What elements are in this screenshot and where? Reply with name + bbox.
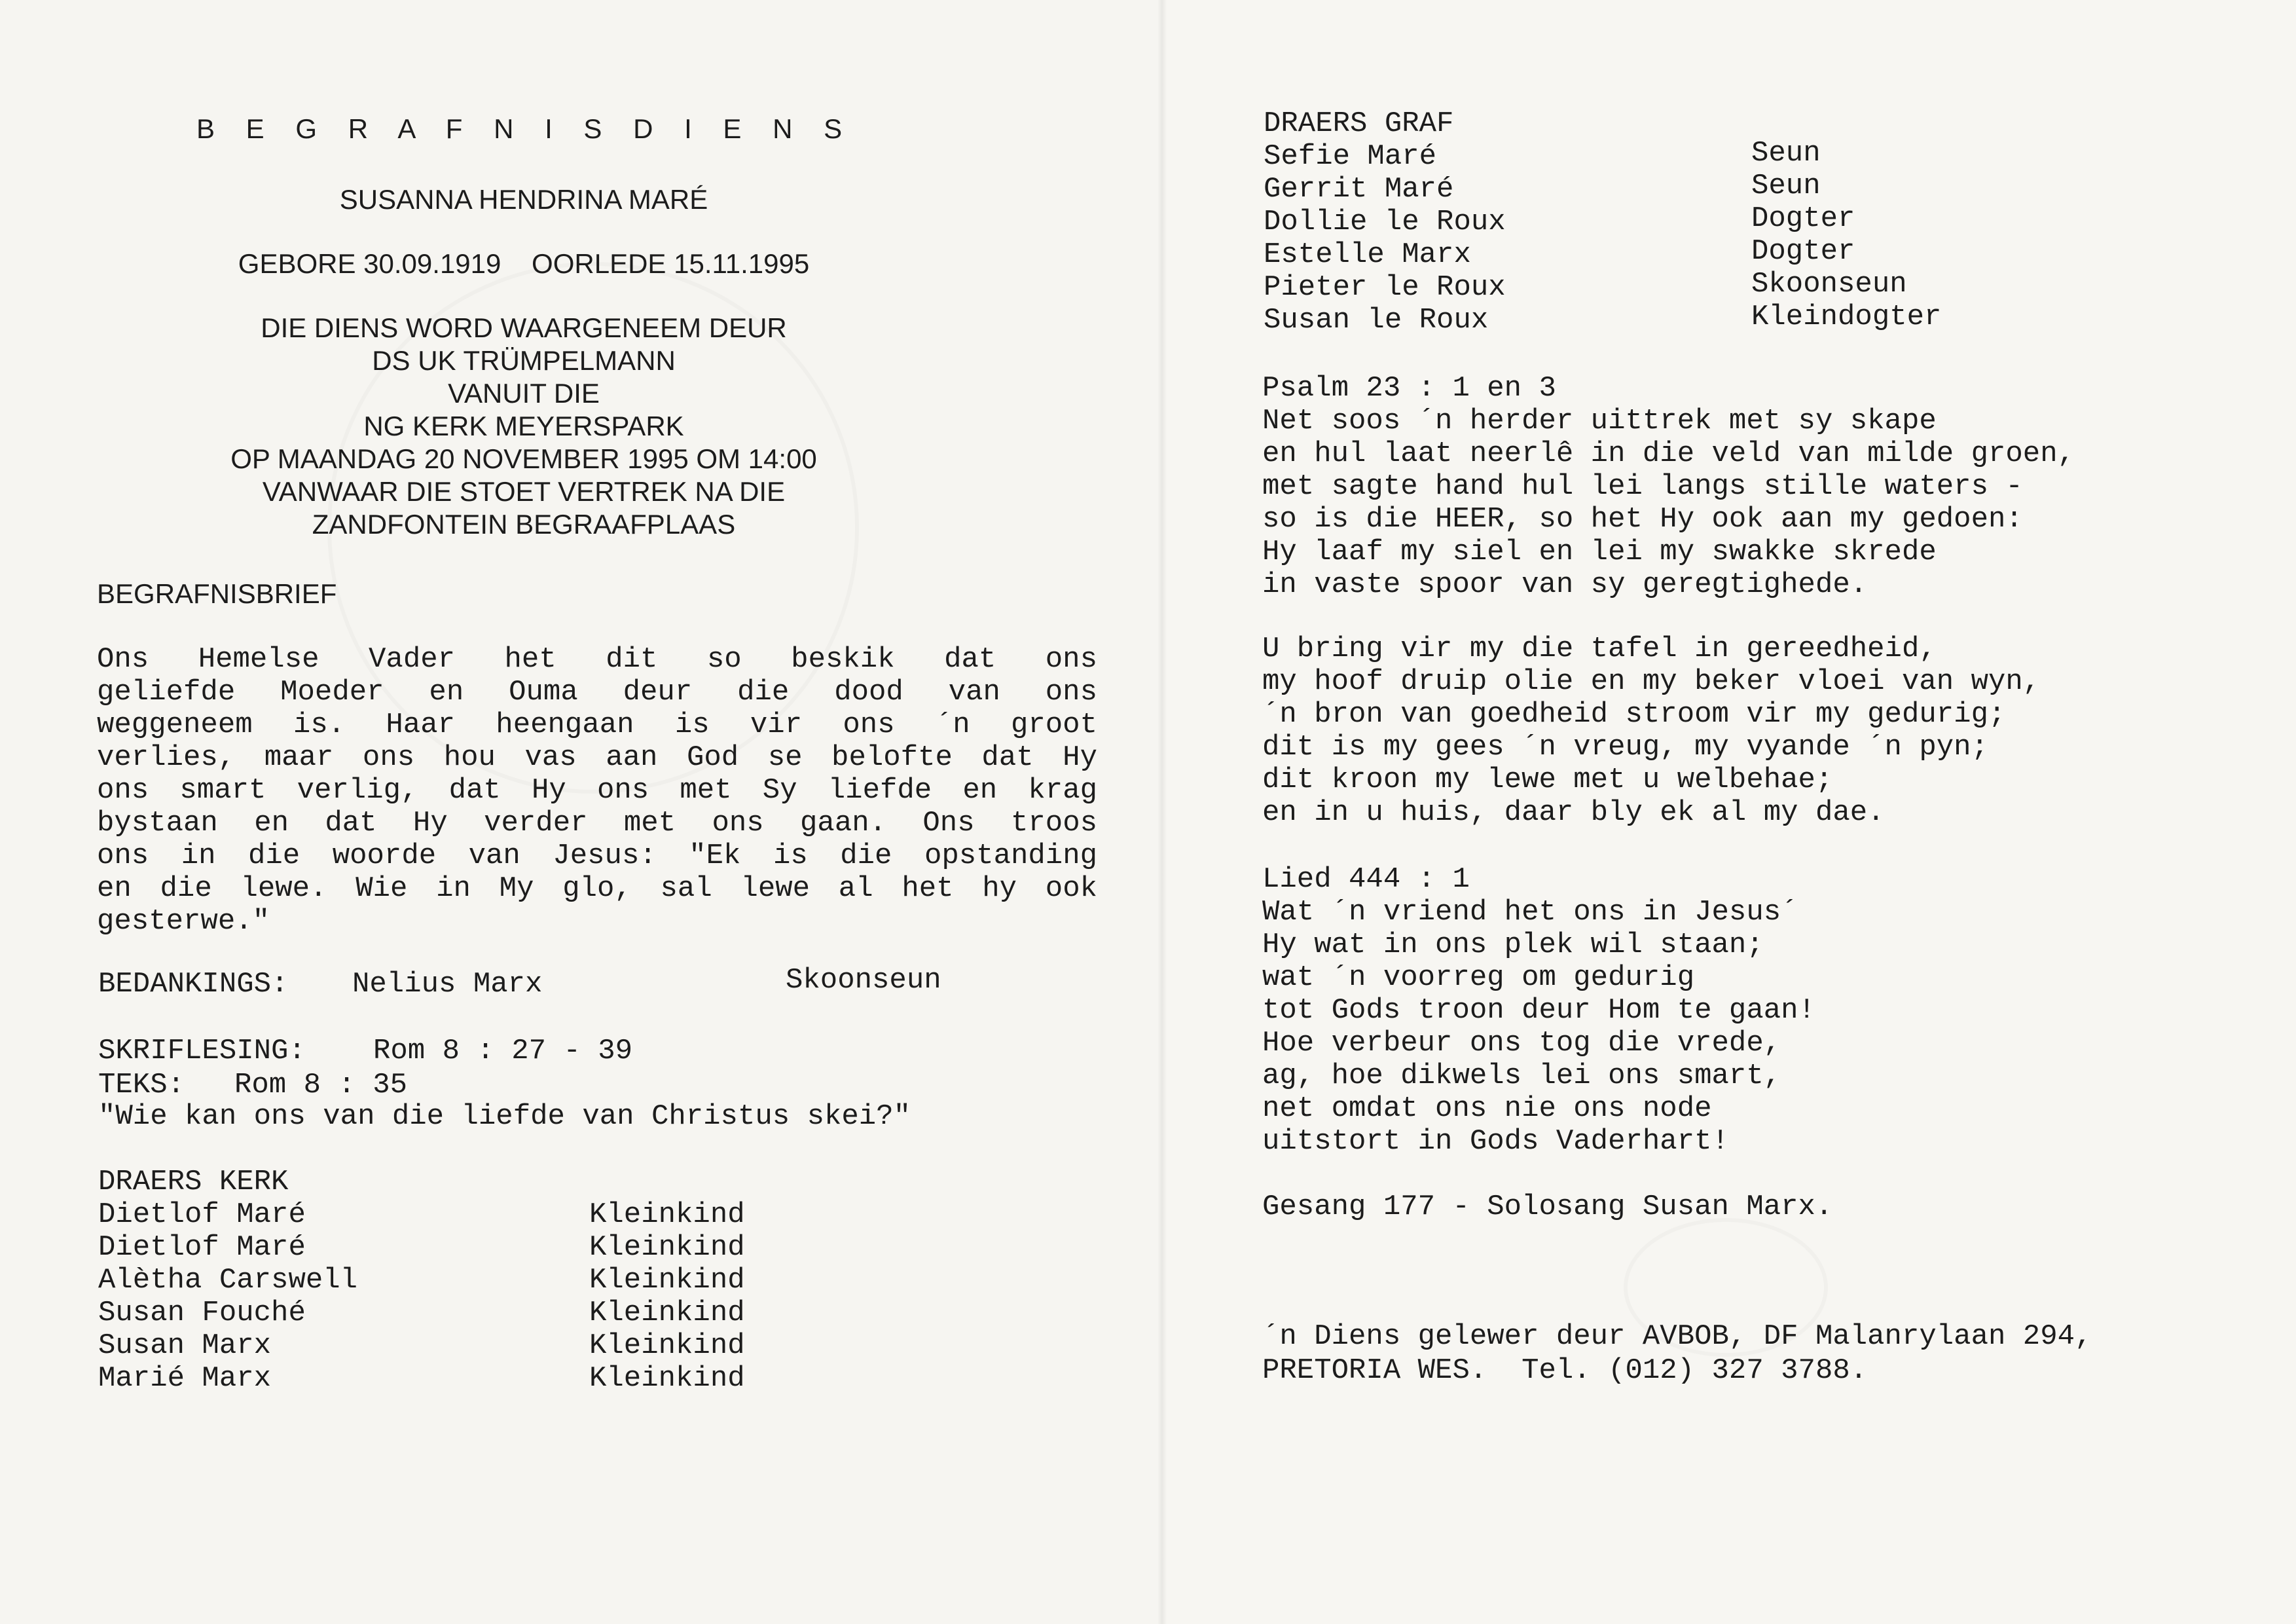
psalm-line: dit kroon my lewe met u welbehae; (1262, 764, 1833, 796)
bearer-name: Gerrit Maré (1264, 173, 1454, 206)
hymn-line: tot Gods troon deur Hom te gaan! (1262, 994, 1815, 1027)
hymn-heading: Lied 444 : 1 (1262, 863, 1470, 896)
service-line: DS UK TRÜMPELMANN (372, 345, 676, 376)
bearer-name: Susan Fouché (98, 1297, 306, 1329)
psalm-line: dit is my gees ´n vreug, my vyande ´n pyn; (1262, 731, 1988, 764)
hymn-line: Wat ´n vriend het ons in Jesus´ (1262, 896, 1798, 929)
bearer-role: Skoonseun (1751, 268, 1907, 301)
bearer-name: Susan Marx (98, 1329, 272, 1362)
deceased-name: SUSANNA HENDRINA MARÉ (339, 184, 708, 215)
bearer-role: Seun (1751, 170, 1821, 202)
letter-line: gesterwe." (97, 905, 270, 938)
bearer-name: Dollie le Roux (1264, 206, 1506, 238)
service-line: ZANDFONTEIN BEGRAAFPLAAS (312, 509, 736, 540)
bearer-role: Dogter (1751, 202, 1855, 235)
psalm-line: so is die HEER, so het Hy ook aan my gedoen: (1262, 503, 2023, 536)
bearer-role: Kleinkind (589, 1264, 745, 1297)
bearer-name: Marié Marx (98, 1362, 272, 1395)
letter-line: verlies, maar ons hou vas aan God se belofte dat Hy (97, 741, 1097, 774)
program-title: B E G R A F N I S D I E N S (196, 113, 854, 144)
bearer-name: Dietlof Maré (98, 1231, 306, 1264)
thanks-name: Nelius Marx (352, 968, 543, 1001)
text-quote: "Wie kan ons van die liefde van Christus skei?" (98, 1100, 911, 1133)
letter-line: en die lewe. Wie in My glo, sal lewe al het hy ook (97, 872, 1097, 905)
bearer-role: Kleindogter (1751, 301, 1942, 333)
bearer-role: Seun (1751, 137, 1821, 170)
page-fold (1157, 0, 1167, 1624)
psalm-line: Net soos ´n herder uittrek met sy skape (1262, 405, 1937, 437)
psalm-line: in vaste spoor van sy geregtighede. (1262, 568, 1868, 601)
reading-label: SKRIFLESING: (98, 1035, 306, 1067)
psalm-line: met sagte hand hul lei langs stille waters - (1262, 470, 2023, 503)
hymn-line: Hy wat in ons plek wil staan; (1262, 929, 1764, 961)
letter-line: Ons Hemelse Vader het dit so beskik dat ons (97, 643, 1097, 676)
psalm-line: en in u huis, daar bly ek al my dae. (1262, 796, 1885, 829)
hymn-line: ag, hoe dikwels lei ons smart, (1262, 1060, 1781, 1092)
thanks-label: BEDANKINGS: (98, 968, 289, 1001)
hymn-line: net omdat ons nie ons node (1262, 1092, 1712, 1125)
bearer-role: Kleinkind (589, 1231, 745, 1264)
service-line: VANUIT DIE (448, 378, 600, 409)
footer-line: ´n Diens gelewer deur AVBOB, DF Malanrylaan 294, (1262, 1320, 2092, 1353)
text-ref: Rom 8 : 35 (234, 1069, 408, 1101)
bearer-name: Dietlof Maré (98, 1198, 306, 1231)
bearer-name: Susan le Roux (1264, 304, 1489, 337)
thanks-role: Skoonseun (786, 964, 941, 997)
bearers-church-heading: DRAERS KERK (98, 1166, 289, 1198)
hymn-line: Hoe verbeur ons tog die vrede, (1262, 1027, 1781, 1060)
service-line: OP MAANDAG 20 NOVEMBER 1995 OM 14:00 (230, 443, 817, 474)
letter-line: weggeneem is. Haar heengaan is vir ons ´n groot (97, 709, 1097, 741)
letter-line: geliefde Moeder en Ouma deur die dood van ons (97, 676, 1097, 709)
letter-line: ons in die woorde van Jesus: "Ek is die opstanding (97, 840, 1097, 872)
bearer-name: Estelle Marx (1264, 238, 1471, 271)
psalm-heading: Psalm 23 : 1 en 3 (1262, 372, 1556, 405)
service-line: NG KERK MEYERSPARK (363, 411, 684, 441)
letter-heading: BEGRAFNISBRIEF (97, 578, 337, 609)
bearer-role: Kleinkind (589, 1297, 745, 1329)
bearer-name: Pieter le Roux (1264, 271, 1506, 304)
text-label: TEKS: (98, 1069, 185, 1101)
bearer-role: Kleinkind (589, 1198, 745, 1231)
bearer-role: Kleinkind (589, 1329, 745, 1362)
bearer-name: Sefie Maré (1264, 140, 1437, 173)
letter-line: ons smart verlig, dat Hy ons met Sy liefde en krag (97, 774, 1097, 807)
hymn-line: uitstort in Gods Vaderhart! (1262, 1125, 1729, 1158)
birth-death-dates: GEBORE 30.09.1919 OORLEDE 15.11.1995 (238, 248, 810, 279)
service-line: DIE DIENS WORD WAARGENEEM DEUR (261, 312, 787, 343)
psalm-line: Hy laaf my siel en lei my swakke skrede (1262, 536, 1937, 568)
hymn-line: wat ´n voorreg om gedurig (1262, 961, 1695, 994)
footer-line: PRETORIA WES. Tel. (012) 327 3788. (1262, 1354, 1868, 1387)
psalm-line: en hul laat neerlê in die veld van milde groen, (1262, 437, 2075, 470)
bearer-role: Kleinkind (589, 1362, 745, 1395)
bearer-role: Dogter (1751, 235, 1855, 268)
reading-ref: Rom 8 : 27 - 39 (373, 1035, 633, 1067)
psalm-line: U bring vir my die tafel in gereedheid, (1262, 633, 1937, 665)
psalm-line: my hoof druip olie en my beker vloei van wyn, (1262, 665, 2041, 698)
solo-song: Gesang 177 - Solosang Susan Marx. (1262, 1190, 1833, 1223)
bearer-name: Alètha Carswell (98, 1264, 358, 1297)
service-line: VANWAAR DIE STOET VERTREK NA DIE (262, 476, 786, 507)
psalm-line: ´n bron van goedheid stroom vir my gedurig; (1262, 698, 2006, 731)
bearers-grave-heading: DRAERS GRAF (1264, 107, 1454, 140)
letter-line: bystaan en dat Hy verder met ons gaan. Ons troos (97, 807, 1097, 840)
